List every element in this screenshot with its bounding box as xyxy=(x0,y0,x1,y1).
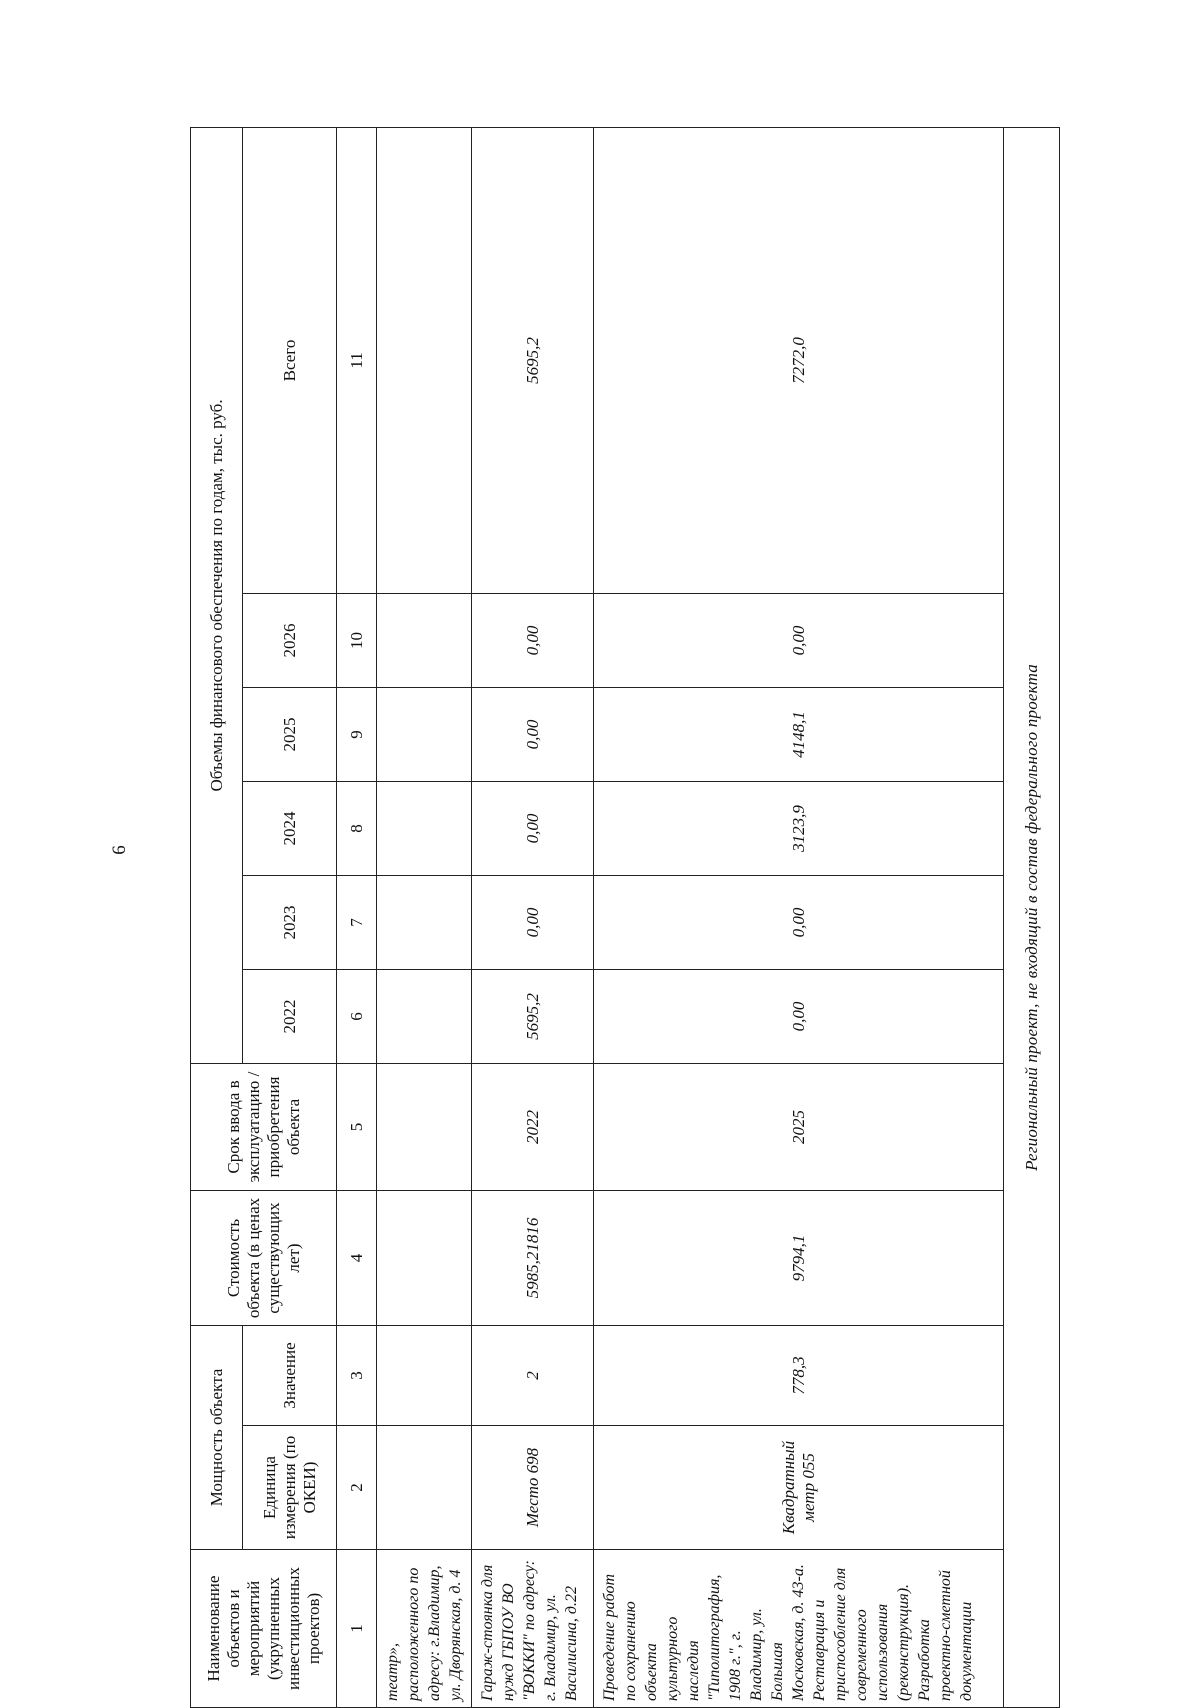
header-year-2024: 2024 xyxy=(243,782,337,876)
cost-cell xyxy=(377,1191,472,1326)
year-2026-cell: 0,00 xyxy=(594,594,1004,688)
unit-cell: Место 698 xyxy=(472,1426,594,1550)
value-cell xyxy=(377,1326,472,1426)
header-cost: Стоимость объекта (в ценах существующих лет) xyxy=(191,1191,337,1326)
column-number: 6 xyxy=(337,970,377,1064)
header-year-2026: 2026 xyxy=(243,594,337,688)
year-2024-cell xyxy=(377,782,472,876)
cost-cell: 5985,21816 xyxy=(472,1191,594,1326)
deadline-cell xyxy=(377,1064,472,1191)
year-2022-cell: 5695,2 xyxy=(472,970,594,1064)
value-cell: 2 xyxy=(472,1326,594,1426)
header-unit: Единица измерения (по ОКЕИ) xyxy=(243,1426,337,1550)
total-cell: 7272,0 xyxy=(594,127,1004,593)
cost-cell: 9794,1 xyxy=(594,1191,1004,1326)
header-deadline: Срок ввода в эксплуатацию / приобретения объекта xyxy=(191,1064,337,1191)
header-year-2025: 2025 xyxy=(243,688,337,782)
column-number-row xyxy=(337,127,377,1707)
total-cell xyxy=(377,127,472,593)
object-name-cell: Гараж-стоянка для нужд ГБПОУ ВО "ВОККИ" по адресу: г. Владимир, ул. Василисина, д.22 xyxy=(472,1550,594,1708)
header-name: Наименование объектов и мероприятий (укрупненных инвестиционных проектов) xyxy=(191,1550,337,1708)
year-2024-cell: 0,00 xyxy=(472,782,594,876)
year-2022-cell: 0,00 xyxy=(594,970,1004,1064)
header-year-2023: 2023 xyxy=(243,876,337,970)
column-number: 4 xyxy=(337,1191,377,1326)
page-number: 6 xyxy=(109,845,130,855)
financing-table xyxy=(190,127,1060,1708)
year-2026-cell: 0,00 xyxy=(472,594,594,688)
column-number: 7 xyxy=(337,876,377,970)
header-capacity: Мощность объекта xyxy=(191,1326,243,1550)
unit-cell xyxy=(377,1426,472,1550)
table-row xyxy=(377,127,472,1707)
year-2022-cell xyxy=(377,970,472,1064)
column-number: 3 xyxy=(337,1326,377,1426)
column-number: 10 xyxy=(337,594,377,688)
year-2023-cell: 0,00 xyxy=(472,876,594,970)
year-2025-cell xyxy=(377,688,472,782)
column-number: 11 xyxy=(337,127,377,593)
column-number: 5 xyxy=(337,1064,377,1191)
object-name-cell: театр», расположенного по адресу: г.Владимир, ул. Дворянская, д. 4 xyxy=(377,1550,472,1708)
year-2023-cell xyxy=(377,876,472,970)
header-funding: Объемы финансового обеспечения по годам, тыс. руб. xyxy=(191,127,243,1063)
header-value: Значение xyxy=(243,1326,337,1426)
header-total: Всего xyxy=(243,127,337,593)
object-name-cell: Проведение работ по сохранению объекта культурного наследия "Типолитография, 1908 г.", г. Владимир, ул. Большая Московская, д. 43-а. Реставрация и приспособление для современного использования (реконструкция). Разработка проектно-сметной документации xyxy=(594,1550,1004,1708)
year-2023-cell: 0,00 xyxy=(594,876,1004,970)
year-2025-cell: 0,00 xyxy=(472,688,594,782)
total-cell: 5695,2 xyxy=(472,127,594,593)
column-number: 8 xyxy=(337,782,377,876)
column-number: 1 xyxy=(337,1550,377,1708)
unit-cell: Квадратный метр 055 xyxy=(594,1426,1004,1550)
column-number: 2 xyxy=(337,1426,377,1550)
year-2024-cell: 3123,9 xyxy=(594,782,1004,876)
column-number: 9 xyxy=(337,688,377,782)
table-row xyxy=(594,127,1004,1707)
value-cell: 778,3 xyxy=(594,1326,1004,1426)
year-2026-cell xyxy=(377,594,472,688)
rotated-table-container xyxy=(190,128,1058,1708)
header-year-2022: 2022 xyxy=(243,970,337,1064)
table-row xyxy=(472,127,594,1707)
deadline-cell: 2025 xyxy=(594,1064,1004,1191)
deadline-cell: 2022 xyxy=(472,1064,594,1191)
section-title: Региональный проект, не входящий в состав федерального проекта xyxy=(1004,127,1060,1707)
year-2025-cell: 4148,1 xyxy=(594,688,1004,782)
